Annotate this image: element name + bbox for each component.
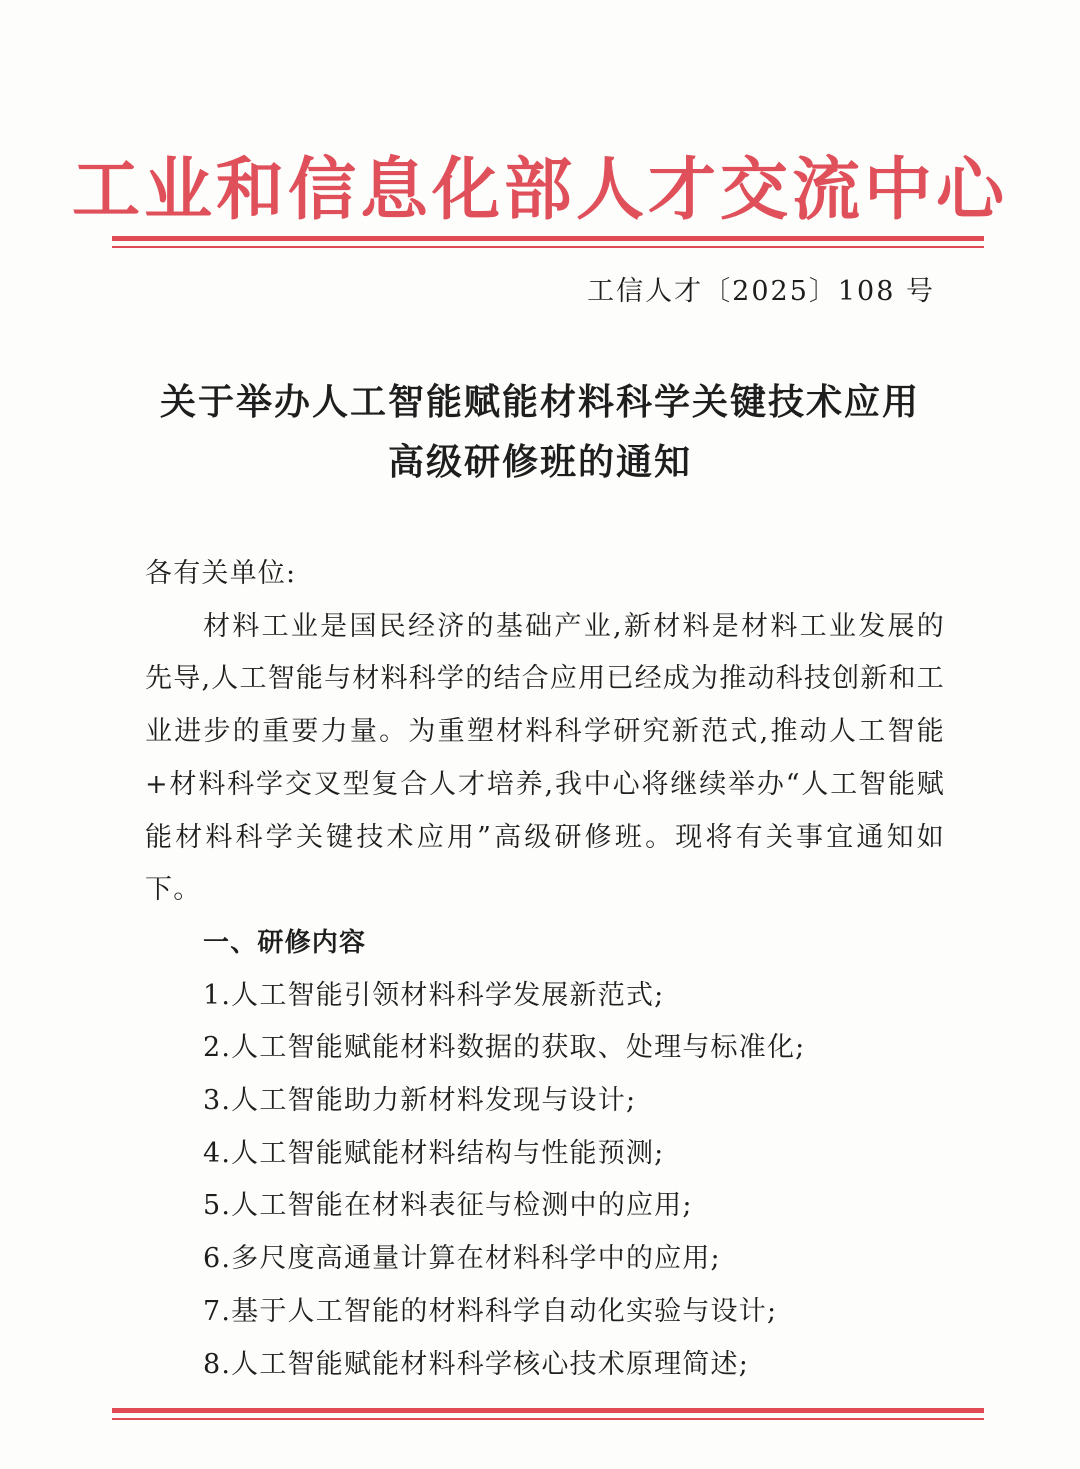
list-item: 2.人工智能赋能材料数据的获取、处理与标准化; <box>203 1032 806 1064</box>
document-title-line-2: 高级研修班的通知 <box>387 442 692 483</box>
document-body <box>145 548 945 1391</box>
document-number: 工信人才〔2025〕108 号 <box>587 276 935 307</box>
header-red-rule <box>112 236 984 248</box>
list-item: 6.多尺度高通量计算在材料科学中的应用; <box>203 1243 721 1275</box>
list-item: 3.人工智能助力新材料发现与设计; <box>203 1085 637 1117</box>
document-title <box>0 373 1080 493</box>
footer-red-rule <box>112 1408 984 1420</box>
intro-paragraph: 材料工业是国民经济的基础产业,新材料是材料工业发展的先导,人工智能与材料科学的结合应用已经成为推动科技创新和工业进步的重要力量。为重塑材料科学研究新范式,推动人工智能+材料科学交叉型复合人才培养,我中心将继续举办“人工智能赋能材料科学关键技术应用”高级研修班。现将有关事宜通知如下。 <box>145 610 945 906</box>
section-heading: 一、研修内容 <box>203 927 367 958</box>
salutation: 各有关单位: <box>145 558 297 589</box>
org-header-title: 工业和信息化部人才交流中心 <box>71 150 1008 230</box>
list-item: 7.基于人工智能的材料科学自动化实验与设计; <box>203 1295 778 1327</box>
list-item: 4.人工智能赋能材料结构与性能预测; <box>203 1137 665 1169</box>
list-item: 1.人工智能引领材料科学发展新范式; <box>203 979 665 1011</box>
list-item: 5.人工智能在材料表征与检测中的应用; <box>203 1190 693 1222</box>
list-item: 8.人工智能赋能材料科学核心技术原理简述; <box>203 1348 750 1380</box>
content-list <box>145 970 945 1392</box>
document-title-line-1: 关于举办人工智能赋能材料科学关键技术应用 <box>159 382 920 423</box>
